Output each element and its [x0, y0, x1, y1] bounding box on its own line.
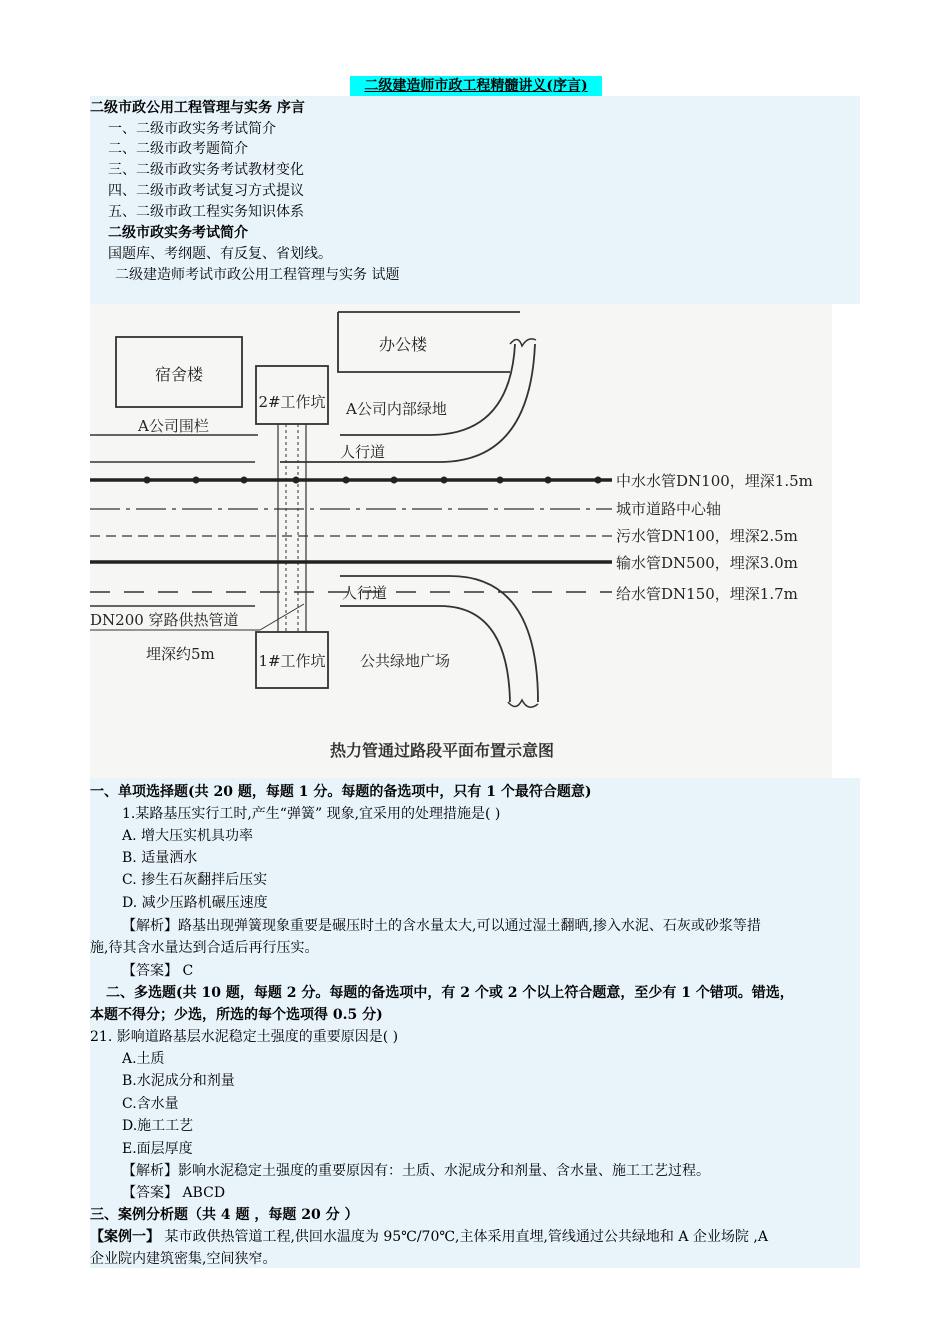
break-mark-top — [510, 339, 536, 346]
toc-item-5: 五、二级市政工程实务知识体系 — [108, 204, 304, 220]
q21-option-b: B.水泥成分和剂量 — [122, 1073, 235, 1089]
sec2-heading-line2: 本题不得分；少选，所选的每个选项得 0.5 分) — [90, 1007, 383, 1023]
sec1-heading: 一、单项选择题(共 20 题，每题 1 分。每题的备选项中，只有 1 个最符合题意) — [90, 784, 592, 800]
green-a-label: A公司内部绿地 — [346, 400, 447, 418]
q21-option-a: A.土质 — [122, 1051, 165, 1067]
toc-item-2: 二、二级市政考题简介 — [108, 141, 248, 157]
figure-caption: 热力管通过路段平面布置示意图 — [329, 741, 555, 760]
heat-pipe-label: DN200 穿路供热管道 — [90, 611, 239, 629]
sec3-heading: 三、案例分析题（共 4 题 ，每题 20 分 ） — [90, 1207, 359, 1223]
office-building — [338, 312, 520, 372]
case1-line1 — [90, 1227, 768, 1247]
pipe-3-label: 污水管DN100，埋深2.5m — [616, 527, 798, 545]
document-title: 二级建造师市政工程精髓讲义(序言) — [350, 76, 602, 96]
case1-line2: 企业院内建筑密集,空间狭窄。 — [90, 1251, 277, 1267]
sidewalk-top-label: 人行道 — [340, 443, 386, 461]
toc-item-3: 三、二级市政实务考试教材变化 — [108, 162, 304, 178]
office-label: 办公楼 — [378, 335, 428, 354]
q21-answer: 【答案】 ABCD — [122, 1185, 226, 1201]
q1-option-b: B. 适量洒水 — [122, 850, 198, 866]
sec2-heading-line1: 二、多选题(共 10 题，每题 2 分。每题的备选项中，有 2 个或 2 个以上符合题意，至少有 1 个错项。错选， — [106, 985, 794, 1001]
q1-analysis-line2: 施,待其含水量达到合适后再行压实。 — [90, 940, 319, 956]
case1-text: 某市政供热管道工程,供回水温度为 95℃/70℃,主体采用直埋,管线通过公共绿地和 A 企业场院 ,A — [160, 1229, 768, 1245]
q21-option-c: C.含水量 — [122, 1096, 179, 1112]
q1-option-a: A. 增大压实机具功率 — [122, 828, 254, 844]
q1-answer: 【答案】 C — [122, 963, 194, 979]
sidewalk-bottom-label: 人行道 — [342, 584, 388, 602]
pipe-2-label: 城市道路中心轴 — [616, 500, 722, 518]
plaza-label: 公共绿地广场 — [360, 652, 451, 670]
toc-item-1: 一、二级市政实务考试简介 — [108, 121, 276, 137]
q1-analysis-line1: 【解析】路基出现弹簧现象重要是碾压时土的含水量太大,可以通过湿土翻晒,掺入水泥、石灰或砂浆等措 — [122, 918, 761, 934]
q21-analysis: 【解析】影响水泥稳定土强度的重要原因有：土质、水泥成分和剂量、含水量、施工工艺过程。 — [122, 1163, 710, 1179]
dormitory-label: 宿舍楼 — [154, 365, 204, 384]
figure-drawing — [90, 304, 832, 778]
pipe-1-label: 中水水管DN100，埋深1.5m — [616, 472, 813, 490]
exam-title: 二级建造师考试市政公用工程管理与实务 试题 — [115, 267, 400, 283]
pipe-4-label: 输水管DN500，埋深3.0m — [616, 554, 798, 572]
pit-2-label: 2#工作坑 — [258, 393, 326, 411]
q21-option-d: D.施工工艺 — [122, 1118, 194, 1134]
depth-label: 埋深约5m — [146, 645, 215, 663]
fence-label: A公司围栏 — [138, 417, 209, 435]
q21-option-e: E.面层厚度 — [122, 1141, 193, 1157]
q21-text: 21. 影响道路基层水泥稳定土强度的重要原因是( ) — [90, 1029, 399, 1045]
section-header: 二级市政公用工程管理与实务 序言 — [90, 100, 305, 116]
pipe-5-label: 给水管DN150，埋深1.7m — [616, 585, 798, 603]
q1-text: 1.某路基压实行工时,产生“弹簧” 现象,宜采用的处理措施是( ) — [122, 806, 501, 822]
heat-pipe-leader — [260, 604, 304, 630]
q1-option-c: C. 掺生石灰翻拌后压实 — [122, 872, 268, 888]
intro-text: 国题库、考纲题、有反复、省划线。 — [108, 246, 332, 262]
toc-item-4: 四、二级市政考试复习方式提议 — [108, 183, 304, 199]
pit-1-label: 1#工作坑 — [258, 652, 326, 670]
break-mark-bottom — [508, 700, 538, 707]
pipe-layout-figure — [90, 304, 832, 778]
sidewalk-curve-top-inner — [340, 344, 515, 435]
case1-label: 【案例一】 — [90, 1229, 160, 1245]
q1-option-d: D. 减少压路机碾压速度 — [122, 895, 268, 911]
intro-heading: 二级市政实务考试简介 — [108, 225, 248, 241]
